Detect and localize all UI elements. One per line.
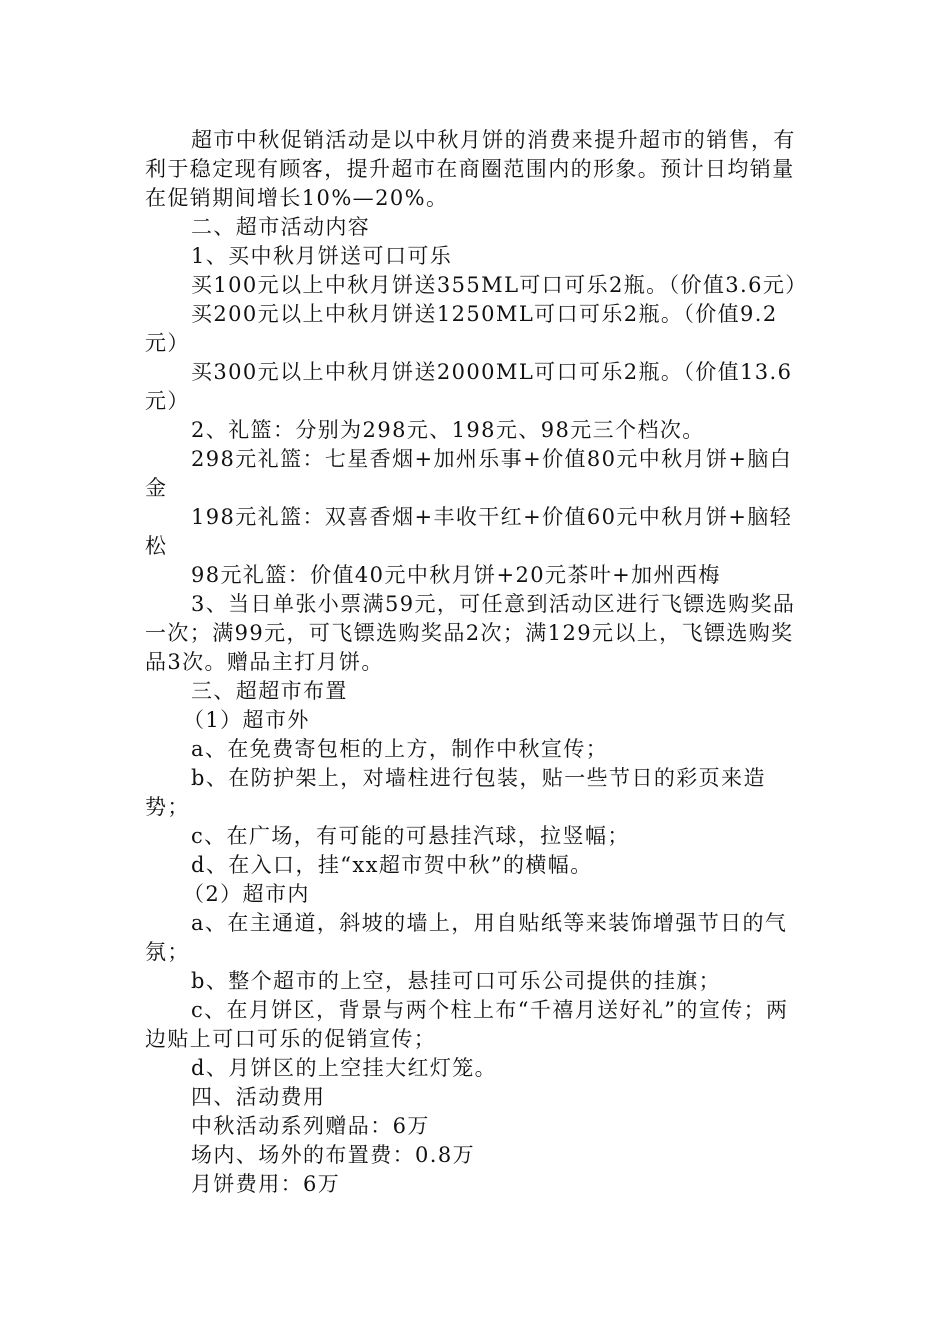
gift-basket-98: 98元礼篮：价值40元中秋月饼+20元茶叶+加州西梅 bbox=[191, 563, 721, 587]
item-dart-prize: 3、当日单张小票满59元，可任意到活动区进行飞镖选购奖品一次；满99元，可飞镖选购奖品2次；满129元以上，飞镖选购奖品3次。赠品主打月饼。 bbox=[145, 592, 796, 674]
subheading-inside: （2）超市内 bbox=[183, 882, 310, 906]
section-heading-layout: 三、超超市布置 bbox=[191, 679, 348, 703]
inside-item-a: a、在主通道，斜坡的墙上，用自贴纸等来装饰增强节日的气氛； bbox=[145, 911, 788, 964]
section-heading-costs: 四、活动费用 bbox=[191, 1085, 326, 1109]
outside-item-a: a、在免费寄包柜的上方，制作中秋宣传； bbox=[191, 737, 609, 761]
cost-mooncakes: 月饼费用：6万 bbox=[191, 1172, 341, 1196]
cola-offer-300: 买300元以上中秋月饼送2000ML可口可乐2瓶。（价值13.6元） bbox=[145, 360, 793, 413]
outside-item-c: c、在广场，有可能的可悬挂汽球，拉竖幅； bbox=[191, 824, 630, 848]
inside-item-c: c、在月饼区，背景与两个柱上布“千禧月送好礼”的宣传；两边贴上可口可乐的促销宣传； bbox=[145, 998, 789, 1051]
inside-item-b: b、整个超市的上空，悬挂可口可乐公司提供的挂旗； bbox=[191, 969, 722, 993]
outside-item-d: d、在入口，挂“xx超市贺中秋”的横幅。 bbox=[191, 853, 593, 877]
outside-item-b: b、在防护架上，对墙柱进行包装，贴一些节日的彩页来造势； bbox=[145, 766, 766, 819]
cola-offer-100: 买100元以上中秋月饼送355ML可口可乐2瓶。（价值3.6元） bbox=[191, 273, 808, 297]
cost-decoration: 场内、场外的布置费：0.8万 bbox=[191, 1143, 475, 1167]
inside-item-d: d、月饼区的上空挂大红灯笼。 bbox=[191, 1056, 498, 1080]
document-body bbox=[145, 126, 807, 1199]
gift-basket-298: 298元礼篮：七星香烟+加州乐事+价值80元中秋月饼+脑白金 bbox=[145, 447, 793, 500]
item-heading-cola-gift: 1、买中秋月饼送可口可乐 bbox=[191, 244, 453, 268]
gift-basket-198: 198元礼篮：双喜香烟+丰收干红+价值60元中秋月饼+脑轻松 bbox=[145, 505, 793, 558]
item-heading-gift-baskets: 2、礼篮：分别为298元、198元、98元三个档次。 bbox=[191, 418, 705, 442]
section-heading-activity-content: 二、超市活动内容 bbox=[191, 215, 371, 239]
subheading-outside: （1）超市外 bbox=[183, 708, 310, 732]
intro-paragraph: 超市中秋促销活动是以中秋月饼的消费来提升超市的销售，有利于稳定现有顾客，提升超市在商圈范围内的形象。预计日均销量在促销期间增长10%—20%。 bbox=[145, 128, 796, 210]
cola-offer-200: 买200元以上中秋月饼送1250ML可口可乐2瓶。（价值9.2元） bbox=[145, 302, 778, 355]
cost-gifts: 中秋活动系列赠品：6万 bbox=[191, 1114, 430, 1138]
